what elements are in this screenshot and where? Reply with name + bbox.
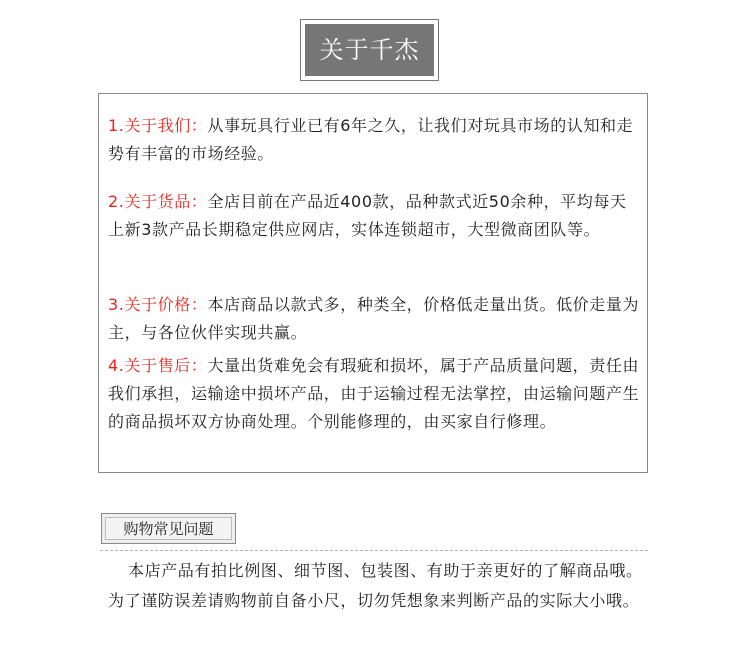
about-item-label: 2.关于货品： [108, 192, 208, 211]
about-item-text: 全店目前在产品近400款，品种款式近50余种，平均每天上新3款产品长期稳定供应网店，实体连锁超市，大型微商团队等。 [108, 192, 627, 239]
about-item-text: 从事玩具行业已有6年之久，让我们对玩具市场的认知和走势有丰富的市场经验。 [108, 116, 634, 163]
about-item-label: 1.关于我们： [108, 116, 208, 135]
about-item-label: 3.关于价格： [108, 295, 208, 314]
about-item-goods [108, 188, 643, 244]
about-item-text: 本店商品以款式多，种类全，价格低走量出货。低价走量为主，与各位伙伴实现共赢。 [108, 295, 640, 342]
about-item-us [108, 112, 643, 168]
section-title-badge [300, 19, 439, 81]
faq-tab[interactable] [101, 513, 236, 544]
about-item-label: 4.关于售后： [108, 356, 208, 375]
faq-text: 本店产品有拍比例图、细节图、包装图、有助于亲更好的了解商品哦。为了谨防误差请购物前自备小尺，切勿凭想象来判断产品的实际大小哦。 [108, 561, 643, 610]
about-item-text: 大量出货难免会有瑕疵和损坏，属于产品质量问题，责任由我们承担，运输途中损坏产品，由于运输过程无法掌控，由运输问题产生的商品损坏双方协商处理。个别能修理的，由买家自行修理。 [108, 356, 640, 431]
about-box [98, 93, 648, 473]
section-title: 关于千杰 [305, 24, 434, 76]
divider [100, 550, 648, 551]
about-item-after-sales [108, 352, 643, 436]
faq-tab-label: 购物常见问题 [105, 517, 232, 540]
about-item-price [108, 291, 643, 347]
